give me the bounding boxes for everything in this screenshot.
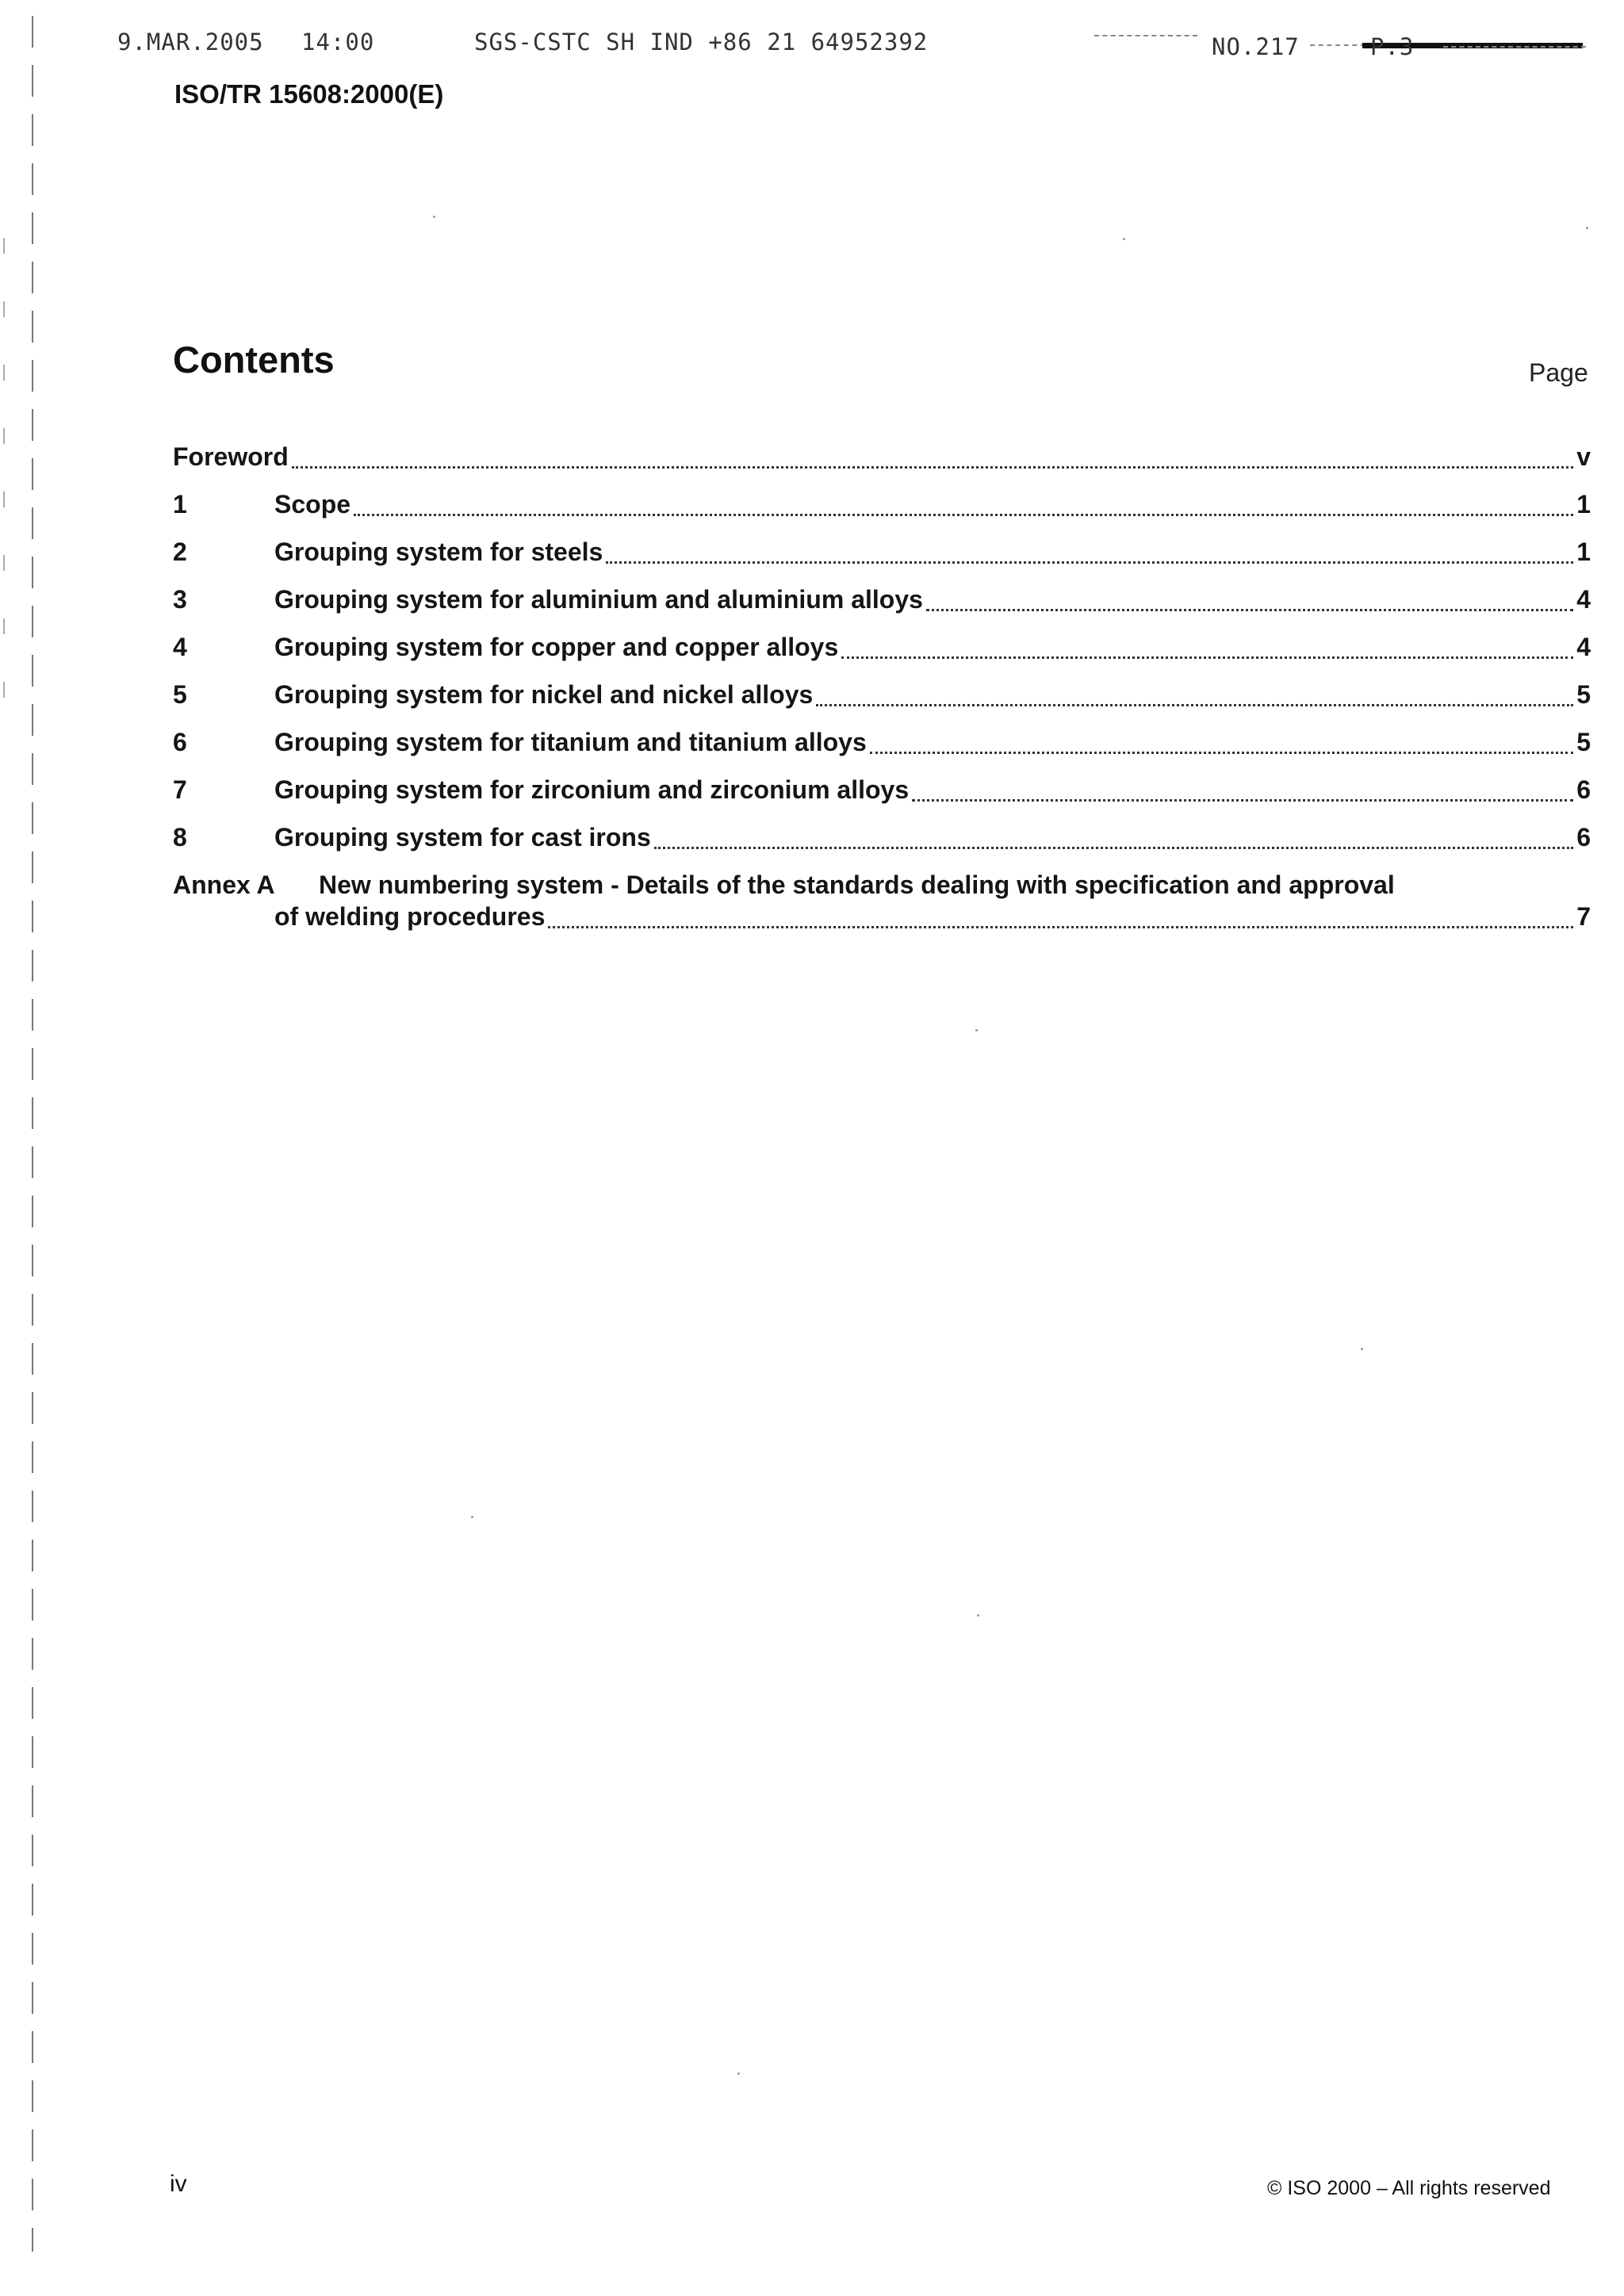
toc-entry-3[interactable] [173, 585, 1591, 618]
scan-speck [433, 216, 435, 218]
toc-entry-annex-a-cont[interactable] [173, 902, 1591, 936]
toc-leader [816, 704, 1573, 706]
toc-entry-annex-a[interactable] [173, 871, 1591, 904]
toc-entry-foreword[interactable] [173, 442, 1591, 476]
toc-leader [926, 609, 1573, 611]
toc-entry-number: 8 [173, 823, 187, 851]
scan-speck [471, 1516, 473, 1518]
toc-entry-title: Grouping system for copper and copper alloys [274, 633, 839, 661]
toc-entry-7[interactable] [173, 775, 1591, 809]
toc-entry-page: 4 [1576, 633, 1591, 661]
toc-entry-number: 4 [173, 633, 187, 661]
fax-dash-line [1310, 44, 1365, 46]
scan-speck [737, 2072, 740, 2075]
page-number: iv [170, 2171, 187, 2197]
fax-page: P.3 [1370, 33, 1415, 60]
toc-entry-page: v [1576, 442, 1591, 471]
fax-dash-line [1443, 46, 1586, 48]
toc-entry-title: Grouping system for titanium and titanium alloys [274, 728, 867, 756]
fax-header [0, 29, 1624, 63]
toc-entry-title: Foreword [173, 442, 289, 471]
toc-entry-number: 2 [173, 538, 187, 566]
toc-entry-title: Grouping system for nickel and nickel alloys [274, 680, 814, 709]
toc-entry-page: 5 [1576, 680, 1591, 709]
scan-speck [1361, 1348, 1363, 1350]
scan-speck [1586, 227, 1588, 229]
toc-leader [841, 656, 1573, 659]
toc-entry-page: 6 [1576, 823, 1591, 851]
toc-leader [912, 799, 1573, 802]
fax-dash-line [1094, 35, 1197, 36]
toc-entry-title: Grouping system for steels [274, 538, 603, 566]
toc-entry-title: Grouping system for aluminium and aluminium alloys [274, 585, 923, 614]
toc-entry-page: 5 [1576, 728, 1591, 756]
scan-edge-line [3, 238, 5, 714]
fax-sender: SGS-CSTC SH IND +86 21 64952392 [474, 29, 929, 55]
toc-leader [654, 847, 1573, 849]
scan-speck [975, 1029, 978, 1031]
toc-entry-8[interactable] [173, 823, 1591, 856]
toc-entry-4[interactable] [173, 633, 1591, 666]
toc-entry-number: 3 [173, 585, 187, 614]
annex-title-line1: New numbering system - Details of the standards dealing with specification and approval [319, 871, 1395, 899]
fax-number: NO.217 [1212, 33, 1300, 60]
toc-entry-6[interactable] [173, 728, 1591, 761]
toc-entry-page: 1 [1576, 490, 1591, 519]
scan-edge-line [32, 16, 33, 2252]
toc-entry-5[interactable] [173, 680, 1591, 714]
toc-leader [870, 752, 1573, 754]
toc-leader [354, 514, 1573, 516]
toc-entry-page: 4 [1576, 585, 1591, 614]
page-column-label: Page [1529, 358, 1588, 387]
toc-leader [548, 926, 1573, 928]
scan-speck [977, 1614, 979, 1617]
toc-leader [292, 466, 1573, 469]
toc-entry-page: 1 [1576, 538, 1591, 566]
toc-entry-2[interactable] [173, 538, 1591, 571]
annex-title-line2: of welding procedures [274, 902, 546, 931]
toc-entry-1[interactable] [173, 490, 1591, 523]
scan-speck [1123, 238, 1125, 240]
toc-entry-title: Grouping system for zirconium and zirconium alloys [274, 775, 910, 804]
toc-entry-title: Grouping system for cast irons [274, 823, 651, 851]
annex-label: Annex A [173, 871, 275, 899]
toc-entry-number: 6 [173, 728, 187, 756]
toc-entry-number: 7 [173, 775, 187, 804]
toc-leader [606, 561, 1573, 564]
toc-entry-number: 1 [173, 490, 187, 519]
toc-entry-page: 7 [1576, 902, 1591, 931]
contents-heading: Contents [173, 339, 335, 381]
toc-entry-title: Scope [274, 490, 351, 519]
copyright-notice: © ISO 2000 – All rights reserved [1267, 2177, 1551, 2199]
fax-date: 9.MAR.2005 [117, 29, 264, 55]
fax-time: 14:00 [301, 29, 375, 55]
toc-entry-number: 5 [173, 680, 187, 709]
toc-entry-page: 6 [1576, 775, 1591, 804]
document-id: ISO/TR 15608:2000(E) [174, 79, 444, 109]
